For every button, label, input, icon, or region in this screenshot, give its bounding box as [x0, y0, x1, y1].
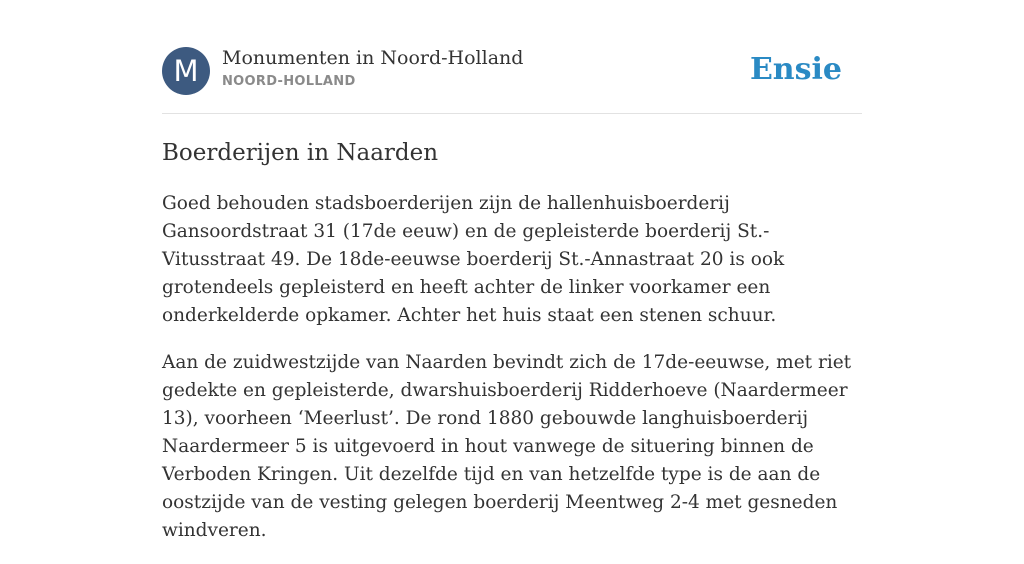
avatar[interactable]: M	[162, 47, 210, 95]
article-body	[162, 190, 867, 564]
article-paragraph: Aan de zuidwestzijde van Naarden bevindt zich de 17de-eeuwse, met riet gedekte en gepleisterde, dwarshuisboerderij Ridderhoeve (Naardermeer 13), voorheen ‘Meerlust’. De rond 1880 gebouwde langhuisboerderij Naardermeer 5 is uitgevoerd in hout vanwege de situering binnen de Verboden Kringen. Uit dezelfde tijd en van hetzelfde type is de aan de oostzijde van de vesting gelegen boerderij Meentweg 2-4 met gesneden windveren.	[162, 352, 852, 541]
header-divider	[162, 113, 862, 114]
article-title: Boerderijen in Naarden	[162, 140, 439, 166]
site-subtitle[interactable]: NOORD-HOLLAND	[222, 74, 356, 89]
article-paragraph: Goed behouden stadsboerderijen zijn de hallenhuisboerderij Gansoordstraat 31 (17de eeuw) en de gepleisterde boerderij St.-Vitusstraat 49. De 18de-eeuwse boerderij St.-Annastraat 20 is ook grotendeels gepleisterd en heeft achter de linker voorkamer een onderkelderde opkamer. Achter het huis staat een stenen schuur.	[162, 193, 785, 326]
header	[162, 46, 862, 96]
site-title[interactable]: Monumenten in Noord-Holland	[222, 47, 524, 69]
brand-logo[interactable]: Ensie	[749, 52, 842, 87]
